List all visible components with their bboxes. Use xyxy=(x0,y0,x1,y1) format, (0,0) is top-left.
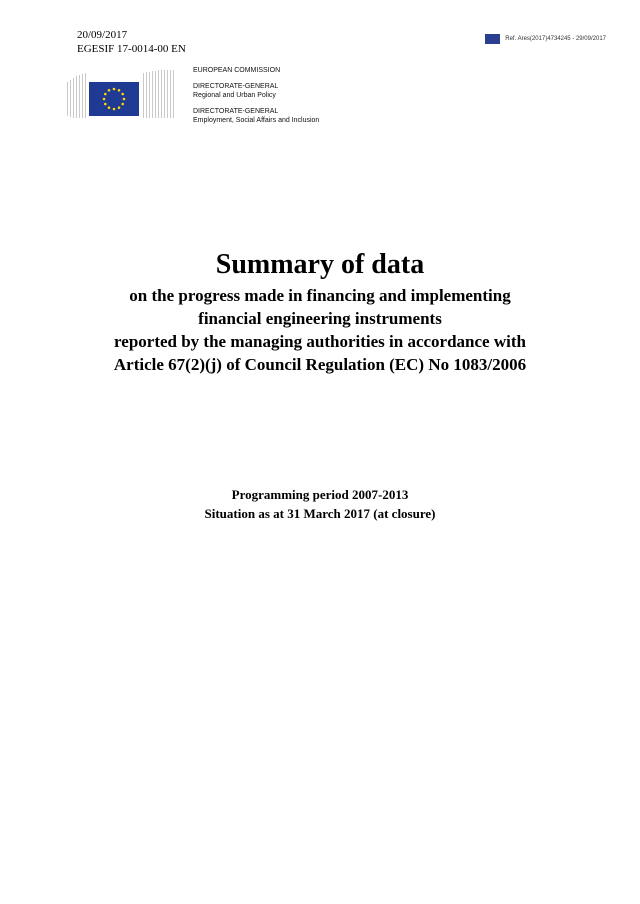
programming-period: Programming period 2007-2013 xyxy=(231,487,409,502)
ares-reference xyxy=(485,34,606,44)
eu-flag-icon xyxy=(89,82,139,116)
logo-building-lines-right xyxy=(143,70,174,118)
period-block xyxy=(0,485,640,523)
document-date: 20/09/2017 xyxy=(77,29,128,41)
eu-flag-small-icon xyxy=(485,34,500,44)
dg-regional-name: Regional and Urban Policy xyxy=(193,92,276,99)
dg-employment-name: Employment, Social Affairs and Inclusion xyxy=(193,117,320,124)
document-title-block xyxy=(0,248,640,376)
document-header xyxy=(77,28,186,56)
dg-employment-block xyxy=(193,107,319,125)
subtitle-line-4: Article 67(2)(j) of Council Regulation (EC) No 1083/2006 xyxy=(113,355,527,374)
document-title: Summary of data xyxy=(215,249,425,280)
ares-reference-text: Ref. Ares(2017)4734245 - 29/09/2017 xyxy=(505,36,606,42)
european-commission-logo xyxy=(67,70,179,120)
dg-regional-title: DIRECTORATE-GENERAL xyxy=(193,83,279,90)
commission-name: EUROPEAN COMMISSION xyxy=(193,67,281,74)
dg-regional-block xyxy=(193,82,319,100)
subtitle-line-3: reported by the managing authorities in accordance with xyxy=(114,332,526,351)
logo-building-lines-left xyxy=(67,73,86,118)
subtitle-line-2: financial engineering instruments xyxy=(198,309,442,328)
commission-name-block xyxy=(193,66,319,75)
commission-departments xyxy=(193,66,319,132)
dg-employment-title: DIRECTORATE-GENERAL xyxy=(193,108,279,115)
document-reference: EGESIF 17-0014-00 EN xyxy=(77,43,186,55)
situation-date: Situation as at 31 March 2017 (at closure) xyxy=(204,506,436,521)
subtitle-line-1: on the progress made in financing and implementing xyxy=(129,286,511,305)
